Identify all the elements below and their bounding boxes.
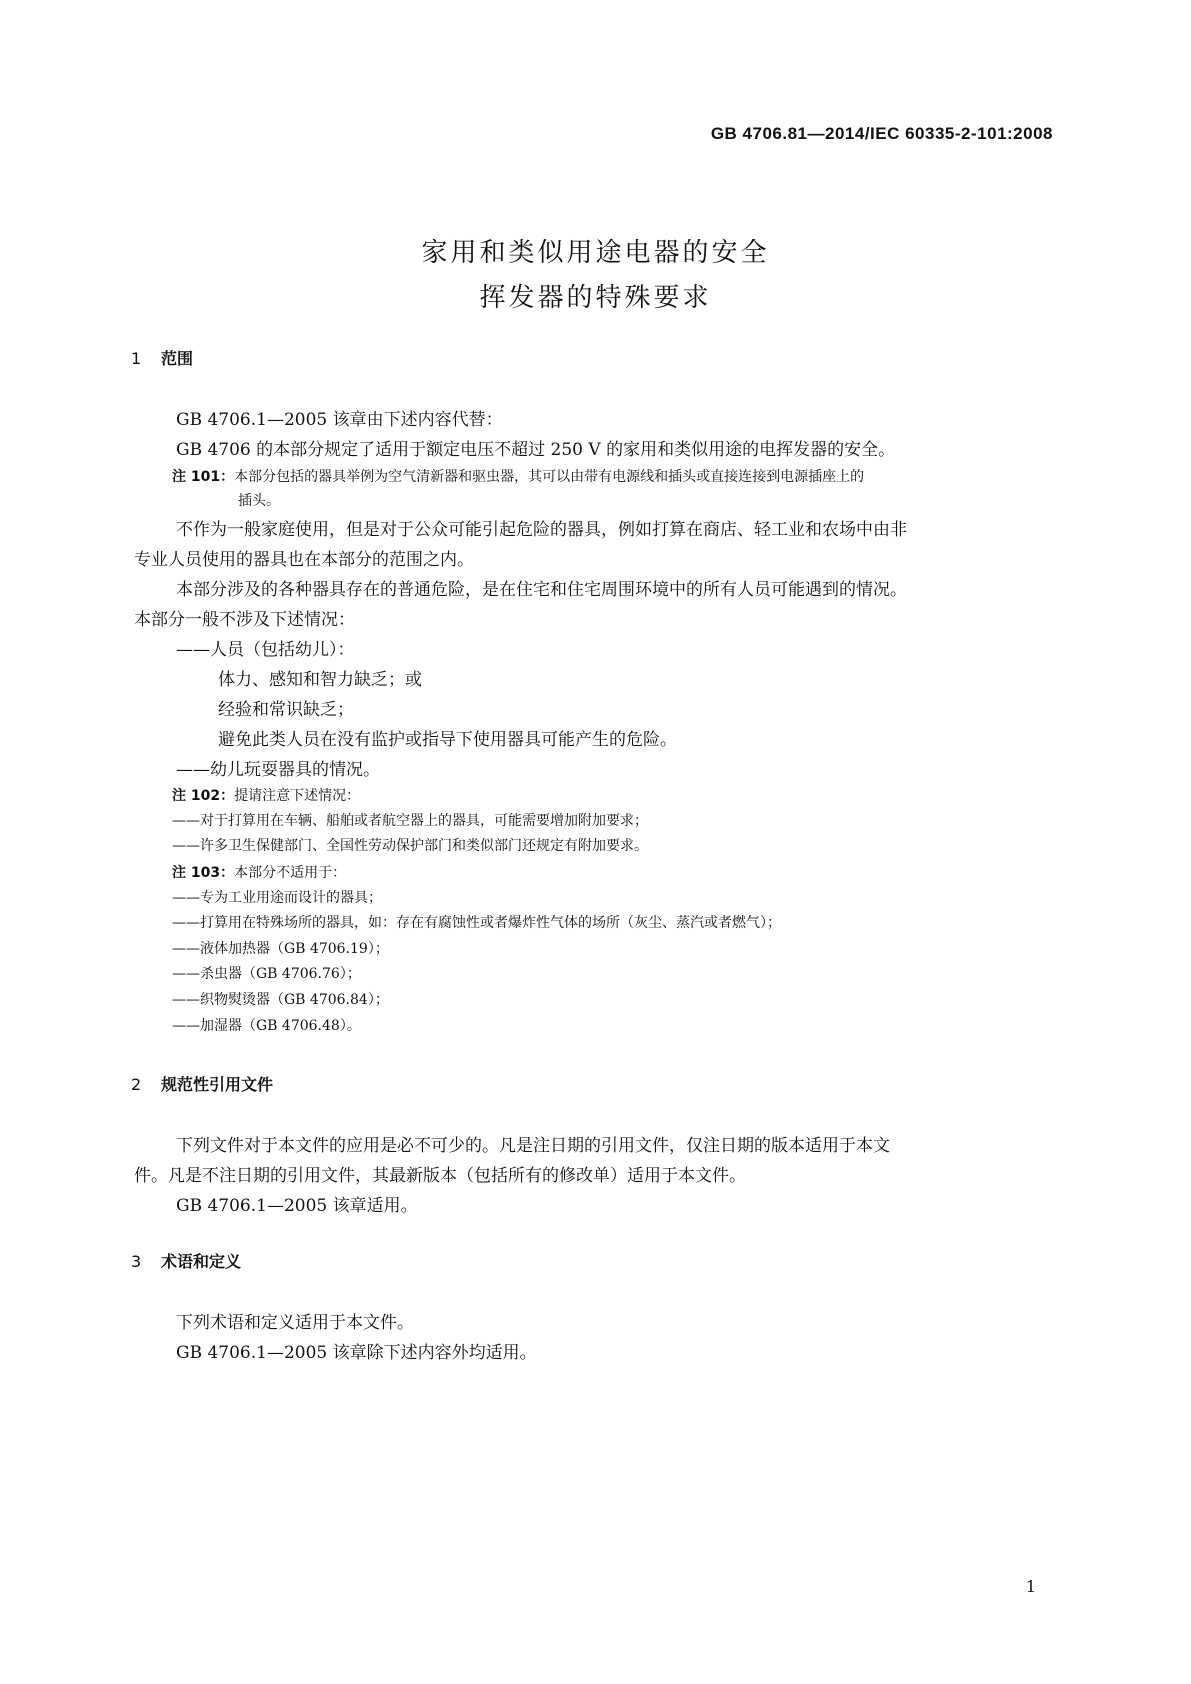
note-text: 提请注意下述情况： xyxy=(234,788,361,804)
paragraph: 不作为一般家庭使用，但是对于公众可能引起危险的器具，例如打算在商店、轻工业和农场中由非 xyxy=(176,520,907,540)
note-label: 注 101： xyxy=(172,469,235,485)
note-list-item: ——打算用在特殊场所的器具，如：存在有腐蚀性或者爆炸性气体的场所（灰尘、蒸汽或者燃气）； xyxy=(172,915,781,931)
note-list-item: ——许多卫生保健部门、全国性劳动保护部门和类似部门还规定有附加要求。 xyxy=(172,838,648,854)
note-list-item: ——杀虫器（GB 4706.76）； xyxy=(172,966,361,982)
section-title: 范围 xyxy=(161,349,194,368)
paragraph: 下列术语和定义适用于本文件。 xyxy=(176,1313,414,1333)
note-101 xyxy=(172,466,864,486)
note-list-item: ——加湿器（GB 4706.48）。 xyxy=(172,1018,361,1034)
section-2-heading xyxy=(131,1072,273,1095)
note-text: 本部分不适用于： xyxy=(234,865,347,881)
paragraph: 件。凡是不注日期的引用文件，其最新版本（包括所有的修改单）适用于本文件。 xyxy=(134,1166,746,1186)
section-number: 3 xyxy=(131,1252,142,1271)
paragraph: 本部分涉及的各种器具存在的普通危险，是在住宅和住宅周围环境中的所有人员可能遇到的情况。 xyxy=(176,580,907,600)
note-101-continued: 插头。 xyxy=(238,493,280,509)
paragraph: GB 4706.1—2005 该章适用。 xyxy=(176,1196,418,1216)
section-title: 术语和定义 xyxy=(161,1252,242,1271)
note-label: 注 102： xyxy=(172,788,235,804)
page-number: 1 xyxy=(1025,1577,1036,1596)
list-subitem: 经验和常识缺乏； xyxy=(218,700,354,720)
note-list-item: ——液体加热器（GB 4706.19）； xyxy=(172,941,389,957)
note-label: 注 103： xyxy=(172,865,235,881)
section-3-heading xyxy=(131,1249,241,1272)
document-title-line-2: 挥发器的特殊要求 xyxy=(479,283,712,313)
section-1-heading xyxy=(131,346,193,369)
note-list-item: ——织物熨烫器（GB 4706.84）； xyxy=(172,992,389,1008)
paragraph: GB 4706.1—2005 该章由下述内容代替： xyxy=(176,410,503,430)
list-item: ——人员（包括幼儿）： xyxy=(176,640,355,660)
list-subitem: 体力、感知和智力缺乏；或 xyxy=(218,670,422,690)
section-number: 2 xyxy=(131,1075,142,1094)
note-list-item: ——专为工业用途而设计的器具； xyxy=(172,890,382,906)
paragraph: GB 4706 的本部分规定了适用于额定电压不超过 250 V 的家用和类似用途的电挥发器的安全。 xyxy=(176,440,896,460)
note-103 xyxy=(172,862,346,882)
section-title: 规范性引用文件 xyxy=(161,1075,274,1094)
section-number: 1 xyxy=(131,349,142,368)
note-text: 本部分包括的器具举例为空气清新器和驱虫器，其可以由带有电源线和插头或直接连接到电源插座上的 xyxy=(234,469,865,485)
note-list-item: ——对于打算用在车辆、船舶或者航空器上的器具，可能需要增加附加要求； xyxy=(172,813,648,829)
list-subitem: 避免此类人员在没有监护或指导下使用器具可能产生的危险。 xyxy=(218,730,677,750)
note-102 xyxy=(172,785,360,805)
paragraph: 本部分一般不涉及下述情况： xyxy=(134,610,355,630)
paragraph: GB 4706.1—2005 该章除下述内容外均适用。 xyxy=(176,1343,537,1363)
standard-number-header: GB 4706.81—2014/IEC 60335-2-101:2008 xyxy=(710,124,1053,143)
paragraph: 下列文件对于本文件的应用是必不可少的。凡是注日期的引用文件，仅注日期的版本适用于本文 xyxy=(176,1136,890,1156)
list-item: ——幼儿玩耍器具的情况。 xyxy=(176,760,380,780)
document-title-line-1: 家用和类似用途电器的安全 xyxy=(421,238,770,268)
paragraph: 专业人员使用的器具也在本部分的范围之内。 xyxy=(134,550,474,570)
